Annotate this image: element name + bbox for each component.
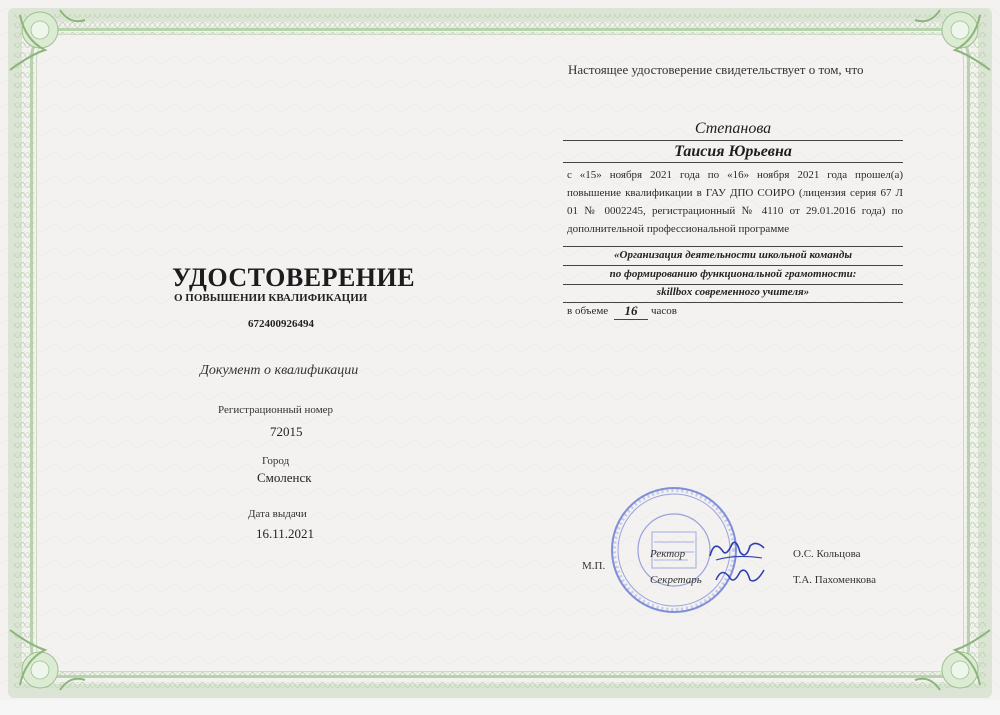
document-kind: Документ о квалификации: [200, 363, 359, 378]
seal-place-label: М.П.: [582, 560, 606, 572]
program-line-3: skillbox современного учителя»: [656, 286, 810, 298]
program-rule-1: [563, 265, 903, 266]
certificate-title: УДОСТОВЕРЕНИЕ: [172, 263, 416, 292]
volume-label: в объеме: [567, 305, 609, 317]
secretary-name: Т.А. Пахоменкова: [793, 574, 876, 586]
program-rule-top: [563, 246, 903, 247]
hours-word: часов: [651, 305, 677, 317]
issue-date-value: 16.11.2021: [256, 526, 315, 541]
program-line-1: «Организация деятельности школьной команды: [614, 249, 852, 261]
secretary-role: Секретарь: [650, 574, 702, 586]
secretary-signature: [712, 562, 768, 588]
statement-body: с «15» ноября 2021 года по «16» ноября 2021 года прошел(а) повышение квалификации в ГАУ ДПО СОИРО (лицензия серия 67 Л 01 № 0002245, регистрационный № 4110 от 29.01.2016 года) по дополнительной профессиональной программе: [567, 169, 903, 235]
surname-underline: [563, 140, 903, 141]
reg-number-value: 72015: [270, 424, 303, 439]
corner-ornament-bottom-right: [910, 610, 1000, 700]
corner-ornament-bottom-left: [0, 610, 90, 700]
rector-name: О.С. Кольцова: [793, 548, 861, 560]
city-value: Смоленск: [257, 470, 312, 485]
hours-value: 16: [614, 303, 648, 320]
reg-number-label: Регистрационный номер: [218, 404, 334, 416]
program-line-2: по формированию функциональной грамотности:: [609, 268, 857, 280]
corner-ornament-top-right: [910, 0, 1000, 90]
certificate-subtitle: О ПОВЫШЕНИИ КВАЛИФИКАЦИИ: [174, 292, 368, 304]
holder-given-names: Таисия Юрьевна: [674, 143, 792, 160]
given-names-underline: [563, 162, 903, 163]
holder-surname: Степанова: [694, 120, 772, 137]
rector-role: Ректор: [650, 548, 686, 560]
statement-intro: Настоящее удостоверение свидетельствует о том, что: [568, 62, 864, 77]
certificate-number: 672400926494: [248, 318, 314, 330]
corner-ornament-top-left: [0, 0, 90, 90]
issue-date-label: Дата выдачи: [248, 508, 307, 520]
scan-bottom-margin: [0, 700, 1000, 715]
city-label: Город: [262, 455, 290, 467]
program-rule-2: [563, 284, 903, 285]
